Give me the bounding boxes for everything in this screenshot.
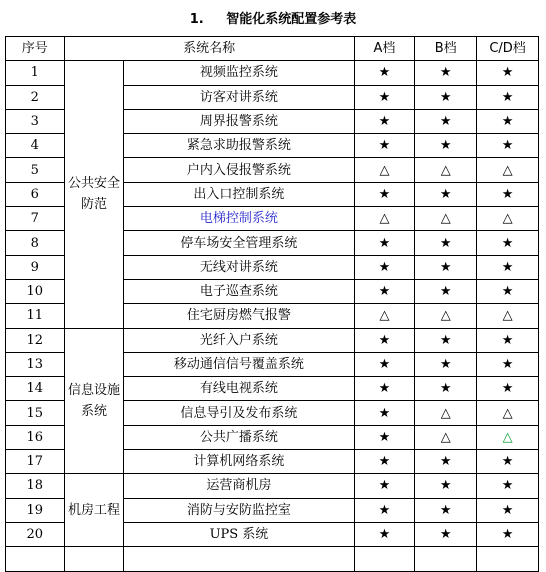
row-index: 7 [6, 207, 65, 231]
grade-a-mark: ★ [354, 182, 415, 206]
header-grade-a: A档 [354, 37, 415, 61]
row-index: 6 [6, 182, 65, 206]
row-index: 5 [6, 158, 65, 182]
grade-b-mark: ★ [415, 85, 477, 109]
grade-b-mark: ★ [415, 279, 477, 303]
system-name: 运营商机房 [124, 474, 354, 498]
system-name: 紧急求助报警系统 [124, 134, 354, 158]
grade-a-mark: △ [354, 207, 415, 231]
title-text: 智能化系统配置参考表 [226, 12, 357, 27]
grade-b-mark: ★ [415, 450, 477, 474]
row-index: 10 [6, 279, 65, 303]
table-row [6, 61, 539, 85]
grade-b-mark: △ [415, 158, 477, 182]
grade-a-mark: ★ [354, 109, 415, 133]
grade-b-mark: ★ [415, 109, 477, 133]
row-index: 13 [6, 352, 65, 376]
system-name-link[interactable]: 电梯控制系统 [124, 207, 354, 231]
category-machine-room: 机房工程 [64, 474, 124, 547]
grade-a-mark: ★ [354, 134, 415, 158]
grade-b-mark: ★ [415, 377, 477, 401]
grade-a-mark: ★ [354, 498, 415, 522]
system-name: 出入口控制系统 [124, 182, 354, 206]
grade-cd-mark: ★ [477, 377, 539, 401]
system-name: 计算机网络系统 [124, 450, 354, 474]
grade-b-mark: ★ [415, 474, 477, 498]
category-public-security: 公共安全 防范 [64, 61, 124, 328]
grade-b-mark: ★ [415, 352, 477, 376]
row-index: 14 [6, 377, 65, 401]
header-index: 序号 [6, 37, 65, 61]
table-row [6, 328, 539, 352]
document-title [0, 8, 546, 28]
grade-cd-mark: ★ [477, 279, 539, 303]
grade-a-mark: ★ [354, 522, 415, 546]
row-index: 8 [6, 231, 65, 255]
grade-b-mark: ★ [415, 522, 477, 546]
system-name: 有线电视系统 [124, 377, 354, 401]
system-name: 户内入侵报警系统 [124, 158, 354, 182]
system-name: 光纤入户系统 [124, 328, 354, 352]
grade-b-mark: △ [415, 207, 477, 231]
row-index: 16 [6, 425, 65, 449]
grade-cd-mark: △ [477, 207, 539, 231]
grade-b-mark: △ [415, 304, 477, 328]
system-name: 周界报警系统 [124, 109, 354, 133]
system-name: UPS 系统 [124, 522, 354, 546]
grade-cd-mark: ★ [477, 498, 539, 522]
grade-b-mark: ★ [415, 255, 477, 279]
grade-a-mark: ★ [354, 450, 415, 474]
row-index: 9 [6, 255, 65, 279]
grade-cd-mark: △ [477, 304, 539, 328]
system-name: 住宅厨房燃气报警 [124, 304, 354, 328]
grade-b-mark: △ [415, 401, 477, 425]
header-grade-cd: C/D档 [477, 37, 539, 61]
table-row-partial [6, 547, 539, 571]
grade-cd-mark: △ [477, 401, 539, 425]
system-name: 无线对讲系统 [124, 255, 354, 279]
system-name: 访客对讲系统 [124, 85, 354, 109]
system-name: 电子巡查系统 [124, 279, 354, 303]
system-name: 视频监控系统 [124, 61, 354, 85]
grade-cd-mark: ★ [477, 109, 539, 133]
grade-a-mark: ★ [354, 401, 415, 425]
grade-cd-mark: ★ [477, 134, 539, 158]
row-index: 1 [6, 61, 65, 85]
row-index: 18 [6, 474, 65, 498]
row-index: 15 [6, 401, 65, 425]
row-index: 12 [6, 328, 65, 352]
row-index: 17 [6, 450, 65, 474]
grade-b-mark: ★ [415, 182, 477, 206]
system-name: 移动通信信号覆盖系统 [124, 352, 354, 376]
grade-a-mark: ★ [354, 231, 415, 255]
grade-b-mark: ★ [415, 328, 477, 352]
grade-b-mark: ★ [415, 498, 477, 522]
grade-cd-mark: ★ [477, 231, 539, 255]
grade-cd-mark: ★ [477, 352, 539, 376]
grade-cd-mark: ★ [477, 61, 539, 85]
grade-a-mark: ★ [354, 328, 415, 352]
grade-b-mark: ★ [415, 61, 477, 85]
grade-a-mark: △ [354, 158, 415, 182]
title-number: 1. [189, 12, 204, 27]
grade-b-mark: ★ [415, 134, 477, 158]
grade-cd-mark: ★ [477, 85, 539, 109]
row-index: 2 [6, 85, 65, 109]
config-table [5, 36, 539, 572]
grade-a-mark: ★ [354, 279, 415, 303]
grade-cd-mark: ★ [477, 182, 539, 206]
row-index: 20 [6, 522, 65, 546]
header-system-name: 系统名称 [64, 37, 354, 61]
row-index: 19 [6, 498, 65, 522]
system-name: 停车场安全管理系统 [124, 231, 354, 255]
grade-a-mark: ★ [354, 377, 415, 401]
header-row [6, 37, 539, 61]
grade-cd-mark: ★ [477, 255, 539, 279]
grade-a-mark: ★ [354, 474, 415, 498]
grade-a-mark: ★ [354, 85, 415, 109]
grade-cd-mark: ★ [477, 450, 539, 474]
grade-a-mark: △ [354, 304, 415, 328]
table-row [6, 474, 539, 498]
grade-b-mark: △ [415, 425, 477, 449]
grade-cd-mark: ★ [477, 522, 539, 546]
row-index: 11 [6, 304, 65, 328]
grade-a-mark: ★ [354, 255, 415, 279]
grade-cd-mark: △ [477, 425, 539, 449]
grade-a-mark: ★ [354, 352, 415, 376]
category-info-facilities: 信息设施 系统 [64, 328, 124, 474]
grade-a-mark: ★ [354, 61, 415, 85]
system-name: 消防与安防监控室 [124, 498, 354, 522]
row-index: 3 [6, 109, 65, 133]
header-grade-b: B档 [415, 37, 477, 61]
row-index: 4 [6, 134, 65, 158]
grade-cd-mark: △ [477, 158, 539, 182]
grade-a-mark: ★ [354, 425, 415, 449]
grade-cd-mark: ★ [477, 328, 539, 352]
system-name: 公共广播系统 [124, 425, 354, 449]
system-name: 信息导引及发布系统 [124, 401, 354, 425]
grade-b-mark: ★ [415, 231, 477, 255]
grade-cd-mark: ★ [477, 474, 539, 498]
